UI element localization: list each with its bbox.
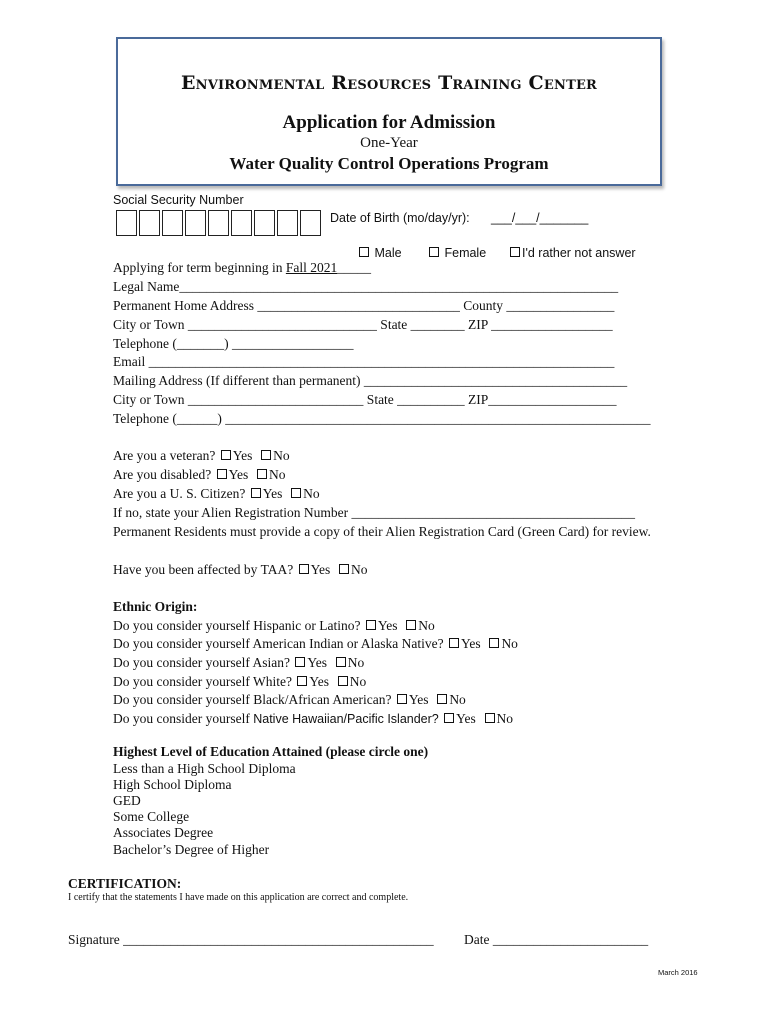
- asian-question: Do you consider yourself Asian? Yes No: [113, 655, 365, 670]
- certification-statement: I certify that the statements I have made on this application are correct and complete.: [68, 892, 409, 903]
- education-option[interactable]: Less than a High School Diploma: [113, 761, 296, 776]
- checkbox-icon[interactable]: [406, 620, 416, 630]
- ssn-digit-box[interactable]: [231, 210, 252, 236]
- checkbox-icon[interactable]: [251, 488, 261, 498]
- checkbox-icon[interactable]: [339, 564, 349, 574]
- revision-date: March 2016: [658, 968, 698, 977]
- signature-field[interactable]: Signature ______________________________________________: [68, 932, 434, 947]
- checkbox-icon[interactable]: [297, 676, 307, 686]
- ssn-digit-box[interactable]: [300, 210, 321, 236]
- checkbox-icon[interactable]: [449, 638, 459, 648]
- checkbox-icon[interactable]: [261, 450, 271, 460]
- ssn-label: Social Security Number: [113, 193, 244, 207]
- mailing-telephone-field[interactable]: Telephone (______) _______________________________________________________________: [113, 411, 651, 426]
- checkbox-icon[interactable]: [295, 657, 305, 667]
- program-name: Water Quality Control Operations Program: [229, 154, 549, 173]
- dob-field[interactable]: ___/___/_______: [491, 211, 589, 225]
- checkbox-icon[interactable]: [359, 247, 369, 257]
- permanent-residents-note: Permanent Residents must provide a copy of their Alien Registration Card (Green Card) for review.: [113, 524, 651, 539]
- ssn-digit-box[interactable]: [185, 210, 206, 236]
- legal-name-field[interactable]: Legal Name_________________________________________________________________: [113, 279, 619, 294]
- checkbox-icon[interactable]: [444, 713, 454, 723]
- education-option[interactable]: Associates Degree: [113, 825, 214, 840]
- checkbox-icon[interactable]: [485, 713, 495, 723]
- ssn-digit-box[interactable]: [139, 210, 160, 236]
- center-name: Environmental Resources Training Center: [180, 72, 598, 94]
- checkbox-icon[interactable]: [299, 564, 309, 574]
- pacific-islander-question: Do you consider yourself Native Hawaiian/Pacific Islander? Yes No: [113, 711, 514, 726]
- ssn-digit-box[interactable]: [254, 210, 275, 236]
- email-field[interactable]: Email _____________________________________________________________________: [113, 354, 615, 369]
- checkbox-icon[interactable]: [221, 450, 231, 460]
- taa-question: Have you been affected by TAA? Yes No: [113, 562, 368, 577]
- education-heading: Highest Level of Education Attained (please circle one): [113, 744, 429, 759]
- header-box: [116, 37, 662, 186]
- checkbox-icon[interactable]: [336, 657, 346, 667]
- mailing-address-field[interactable]: Mailing Address (If different than permanent) _______________________________________: [113, 373, 628, 388]
- term-line: Applying for term beginning in Fall 2021_____: [113, 260, 371, 275]
- certification-heading: CERTIFICATION:: [68, 876, 182, 891]
- ssn-digit-box[interactable]: [116, 210, 137, 236]
- term-value[interactable]: Fall 2021: [285, 260, 338, 275]
- veteran-question: Are you a veteran? Yes No: [113, 448, 290, 463]
- mailing-city-state-zip-field[interactable]: City or Town __________________________ State __________ ZIP___________________: [113, 392, 617, 407]
- black-question: Do you consider yourself Black/African American? Yes No: [113, 692, 466, 707]
- education-option[interactable]: Some College: [113, 809, 190, 824]
- ethnic-origin-heading: Ethnic Origin:: [113, 599, 198, 614]
- gender-male-option[interactable]: Male: [357, 246, 402, 260]
- checkbox-icon[interactable]: [397, 694, 407, 704]
- page-title: Application for Admission: [282, 112, 496, 133]
- native-question: Do you consider yourself American Indian or Alaska Native? Yes No: [113, 636, 518, 651]
- checkbox-icon[interactable]: [338, 676, 348, 686]
- telephone-field[interactable]: Telephone (_______) __________________: [113, 336, 354, 351]
- education-option[interactable]: GED: [113, 793, 141, 808]
- ssn-digit-box[interactable]: [162, 210, 183, 236]
- checkbox-icon[interactable]: [257, 469, 267, 479]
- permanent-address-field[interactable]: Permanent Home Address ______________________________ County ________________: [113, 298, 615, 313]
- ssn-digit-box[interactable]: [277, 210, 298, 236]
- disabled-question: Are you disabled? Yes No: [113, 467, 286, 482]
- alien-registration-field[interactable]: If no, state your Alien Registration Number __________________________________________: [113, 505, 635, 520]
- ssn-digit-box[interactable]: [208, 210, 229, 236]
- gender-female-option[interactable]: Female: [427, 246, 486, 260]
- checkbox-icon[interactable]: [217, 469, 227, 479]
- checkbox-icon[interactable]: [291, 488, 301, 498]
- checkbox-icon[interactable]: [489, 638, 499, 648]
- gender-no-answer-option[interactable]: I'd rather not answer: [508, 246, 636, 260]
- education-option[interactable]: Bachelor’s Degree of Higher: [113, 842, 270, 857]
- checkbox-icon[interactable]: [437, 694, 447, 704]
- checkbox-icon[interactable]: [510, 247, 520, 257]
- white-question: Do you consider yourself White? Yes No: [113, 674, 367, 689]
- program-duration: One-Year: [360, 135, 418, 151]
- hispanic-question: Do you consider yourself Hispanic or Latino? Yes No: [113, 618, 435, 633]
- checkbox-icon[interactable]: [366, 620, 376, 630]
- date-field[interactable]: Date _______________________: [464, 932, 649, 947]
- city-state-zip-field[interactable]: City or Town ____________________________ State ________ ZIP __________________: [113, 317, 613, 332]
- dob-label: Date of Birth (mo/day/yr):: [330, 211, 470, 225]
- citizen-question: Are you a U. S. Citizen? Yes No: [113, 486, 320, 501]
- education-option[interactable]: High School Diploma: [113, 777, 232, 792]
- checkbox-icon[interactable]: [429, 247, 439, 257]
